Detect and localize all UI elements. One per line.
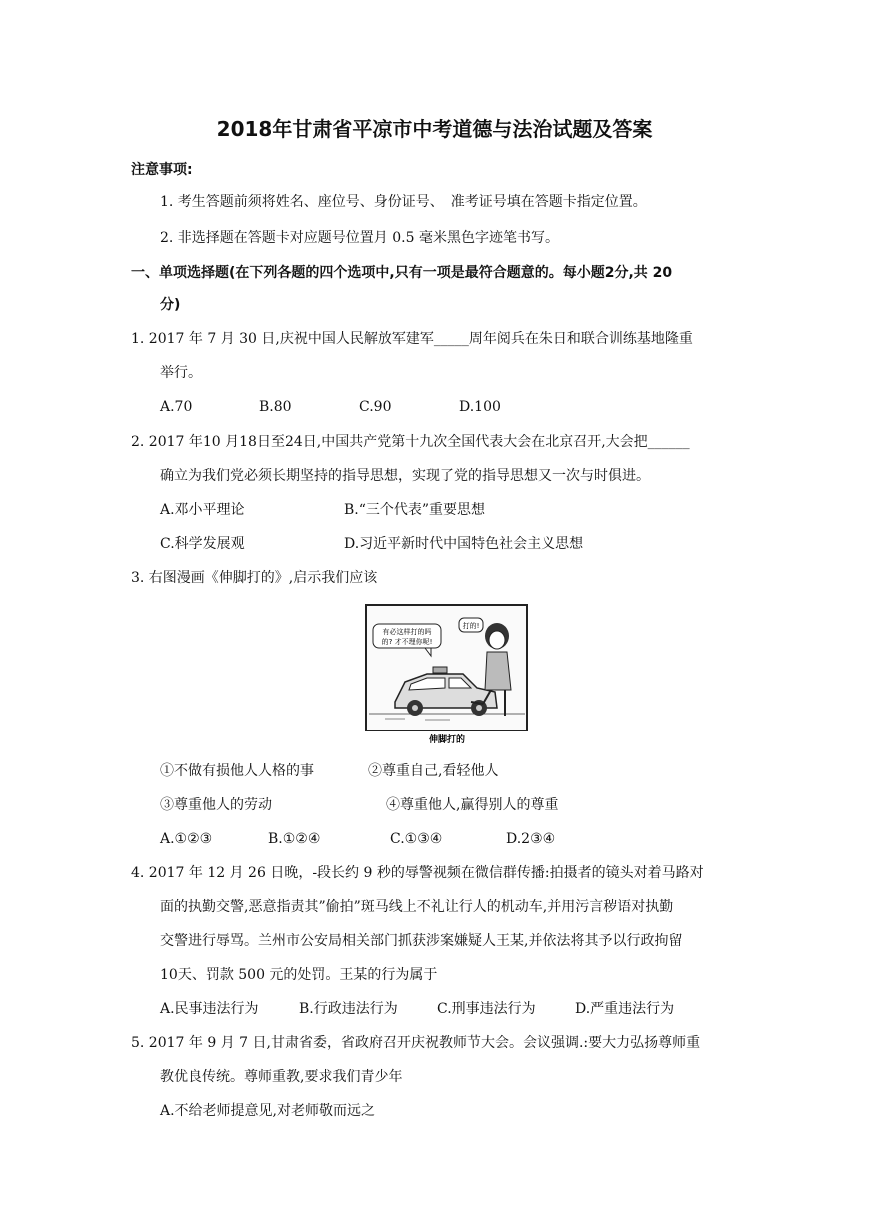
q2-option-c: C.科学发展观 <box>160 536 245 552</box>
page-title: 2018年甘肃省平凉市中考道德与法治试题及答案 <box>216 117 653 141</box>
q1-option-a: A.70 <box>160 399 193 415</box>
question-1-cont: 举行。 <box>160 365 202 381</box>
question-4-cont: 10天、罚款 500 元的处罚。王某的行为属于 <box>160 967 438 983</box>
q3-choice-4: ④尊重他人,赢得别人的尊重 <box>386 797 559 813</box>
question-3: 3. 右图漫画《伸脚打的》,启示我们应该 <box>131 570 378 586</box>
comic-bubble-left-2: 的? 才不理你呢! <box>381 638 433 646</box>
q2-option-a: A.邓小平理论 <box>160 502 245 518</box>
question-2: 2. 2017 年10 月18日至24日,中国共产党第十九次全国代表大会在北京召开,大会把______ <box>131 434 690 450</box>
q4-option-c: C.刑事违法行为 <box>437 1001 536 1017</box>
question-4: 4. 2017 年 12 月 26 日晚，-段长约 9 秒的辱警视频在微信群传播:拍摄者的镜头对着马路对 <box>131 865 704 881</box>
question-5-cont: 教优良传统。尊师重教,要求我们青少年 <box>160 1069 403 1085</box>
section-heading: 一、单项选择题(在下列各题的四个选项中,只有一项是最符合题意的。每小题2分,共 20 <box>131 265 673 281</box>
notice-heading: 注意事项: <box>131 162 193 178</box>
q1-option-b: B.80 <box>259 399 292 415</box>
comic-bubble-right: 打的! <box>462 622 480 630</box>
q3-option-c: C.①③④ <box>390 831 443 847</box>
q4-option-b: B.行政违法行为 <box>299 1001 398 1017</box>
question-4-cont: 交警进行辱骂。兰州市公安局相关部门抓获涉案嫌疑人王某,并依法将其予以行政拘留 <box>160 933 683 949</box>
q3-option-d: D.2③④ <box>506 831 556 847</box>
comic-image <box>365 604 528 746</box>
q4-option-d: D.严重违法行为 <box>575 1001 675 1017</box>
question-5: 5. 2017 年 9 月 7 日,甘肃省委，省政府召开庆祝教师节大会。会议强调.:要大力弘扬尊师重 <box>131 1035 701 1051</box>
q3-choice-1: ①不做有损他人人格的事 <box>160 763 314 779</box>
q1-option-d: D.100 <box>459 399 501 415</box>
question-4-cont: 面的执勤交警,恶意指责其”偷拍”斑马线上不礼让行人的机动车,并用污言秽语对执勤 <box>160 899 674 915</box>
q3-choice-3: ③尊重他人的劳动 <box>160 797 272 813</box>
comic-illustration <box>365 604 528 746</box>
q2-option-b: B.“三个代表”重要思想 <box>344 502 486 518</box>
q3-option-b: B.①②④ <box>268 831 321 847</box>
q1-option-c: C.90 <box>359 399 392 415</box>
q5-option-a: A.不给老师提意见,对老师敬而远之 <box>160 1103 376 1119</box>
comic-bubble-left-1: 有必这样打的吗 <box>382 628 432 636</box>
q3-option-a: A.①②③ <box>160 831 213 847</box>
q3-choice-2: ②尊重自己,看轻他人 <box>368 763 499 779</box>
section-heading-cont: 分) <box>160 297 181 313</box>
comic-caption: 伸脚打的 <box>428 735 466 745</box>
question-1: 1. 2017 年 7 月 30 日,庆祝中国人民解放军建军_____周年阅兵在朱日和联合训练基地隆重 <box>131 331 693 347</box>
q2-option-d: D.习近平新时代中国特色社会主义思想 <box>344 536 584 552</box>
notice-item: 2. 非选择题在答题卡对应题号位置月 0.5 毫米黑色字迹笔书写。 <box>160 230 559 246</box>
notice-item: 1. 考生答题前须将姓名、座位号、身份证号、 准考证号填在答题卡指定位置。 <box>160 194 647 210</box>
question-2-cont: 确立为我们党必须长期坚持的指导思想，实现了党的指导思想又一次与时俱进。 <box>160 468 650 484</box>
q4-option-a: A.民事违法行为 <box>160 1001 259 1017</box>
